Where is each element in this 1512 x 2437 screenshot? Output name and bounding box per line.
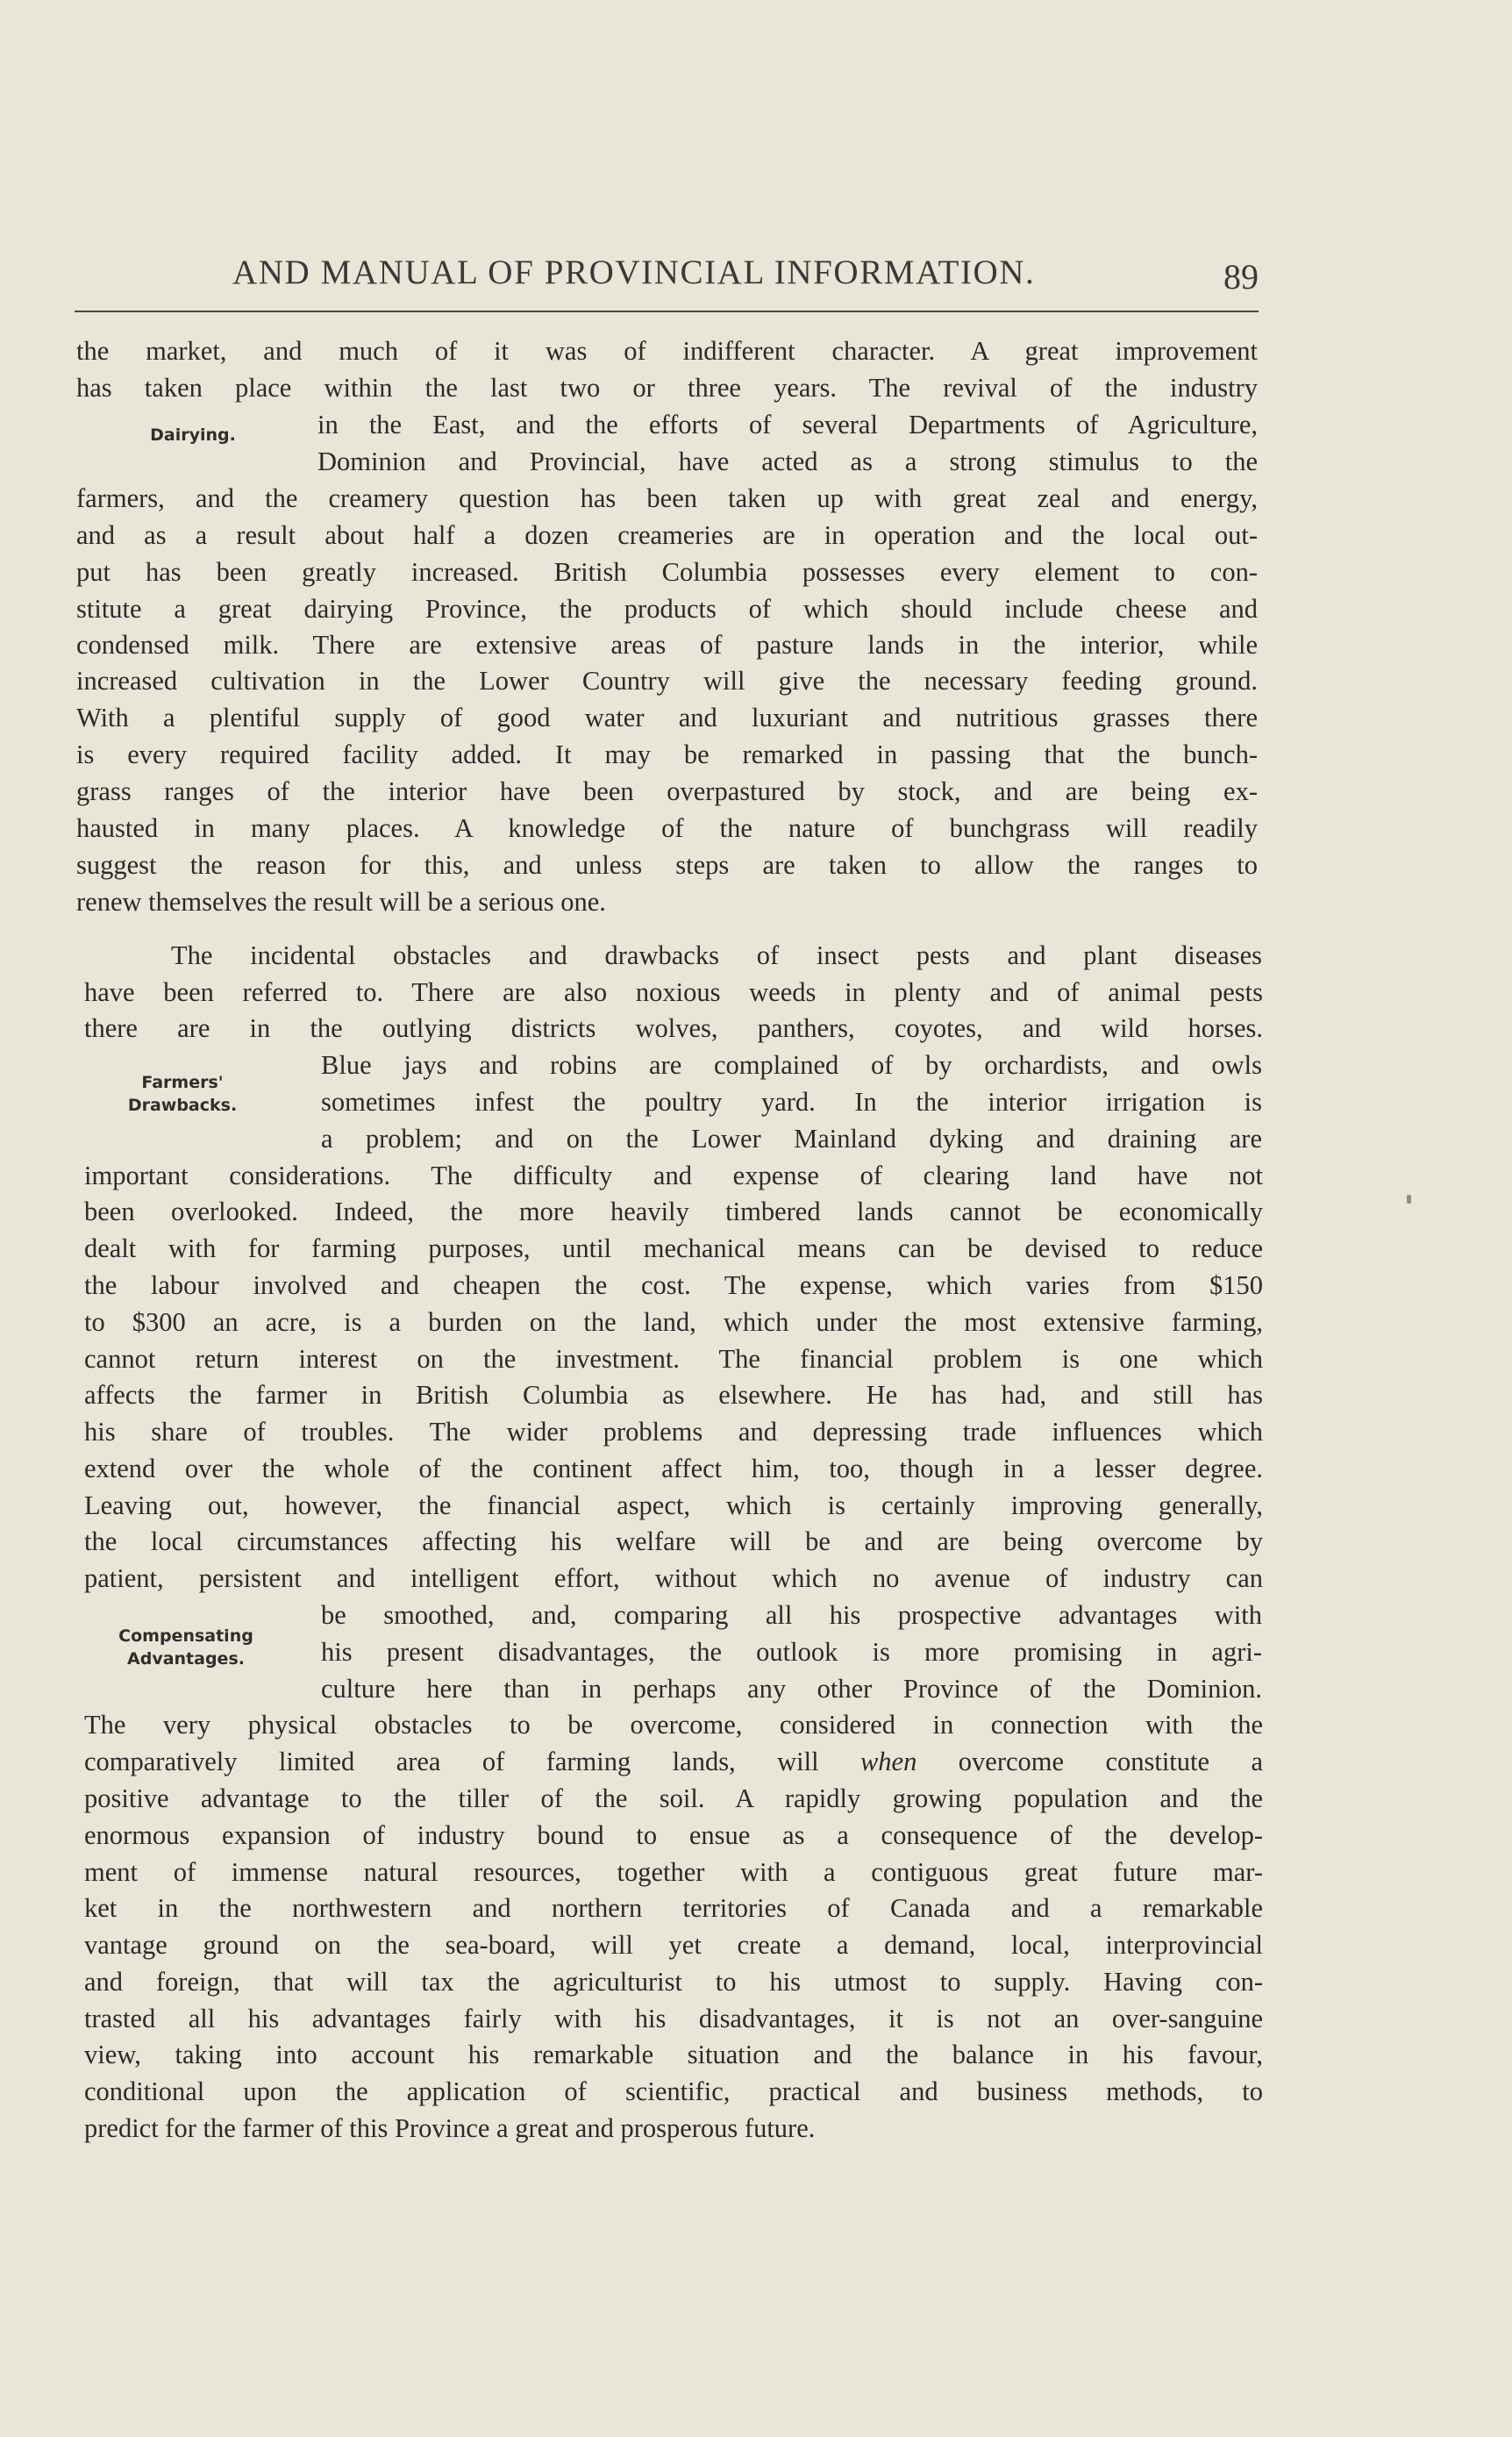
text-line: sometimes infest the poultry yard. In the interior irrigation is — [321, 1087, 1262, 1117]
text-line: and foreign, that will tax the agriculturist to his utmost to supply. Having con- — [84, 1967, 1263, 1997]
sidenote-compensating-advantages — [107, 1625, 265, 1670]
when-before: comparatively limited area of farming lands, will — [84, 1747, 860, 1776]
text-line-when — [84, 1744, 1263, 1779]
text-line: patient, persistent and intelligent effort, without which no avenue of industry can — [84, 1563, 1263, 1593]
text-line: dealt with for farming purposes, until mechanical means can be devised to reduce — [84, 1233, 1263, 1263]
text-line: the local circumstances affecting his welfare will be and are being overcome by — [84, 1526, 1263, 1556]
text-line: suggest the reason for this, and unless steps are taken to allow the ranges to — [76, 850, 1258, 880]
text-line: vantage ground on the sea-board, will yet create a demand, local, interprovincial — [84, 1930, 1263, 1960]
text-line: predict for the farmer of this Province a great and prosperous future. — [84, 2113, 816, 2143]
text-line: extend over the whole of the continent affect him, too, though in a lesser degree. — [84, 1454, 1263, 1483]
text-line: With a plentiful supply of good water and luxuriant and nutritious grasses there — [76, 703, 1258, 733]
text-line: ment of immense natural resources, together with a contiguous great future mar- — [84, 1857, 1263, 1887]
text-line: stitute a great dairying Province, the products of which should include cheese and — [76, 594, 1258, 624]
text-line: have been referred to. There are also noxious weeds in plenty and of animal pests — [84, 977, 1263, 1007]
text-line: and as a result about half a dozen creameries are in operation and the local out- — [76, 520, 1258, 550]
sidenote-compensating-line1: Compensating — [118, 1626, 253, 1646]
text-line: there are in the outlying districts wolves, panthers, coyotes, and wild horses. — [84, 1013, 1263, 1043]
text-line: view, taking into account his remarkable situation and the balance in his favour, — [84, 2040, 1263, 2069]
text-line: is every required facility added. It may be remarked in passing that the bunch- — [76, 740, 1258, 769]
sidenote-farmers-line2: Drawbacks. — [127, 1096, 238, 1115]
text-line: increased cultivation in the Lower Country will give the necessary feeding ground. — [76, 666, 1258, 696]
text-line: affects the farmer in British Columbia as elsewhere. He has had, and still has — [84, 1380, 1263, 1410]
text-line: a problem; and on the Lower Mainland dyking and draining are — [321, 1124, 1262, 1154]
text-line: in the East, and the efforts of several Departments of Agriculture, — [317, 410, 1258, 440]
text-line: conditional upon the application of scientific, practical and business methods, to — [84, 2076, 1263, 2106]
text-line: important considerations. The difficulty and expense of clearing land have not — [84, 1161, 1263, 1190]
text-line: culture here than in perhaps any other Province of the Dominion. — [321, 1674, 1262, 1704]
text-line: Blue jays and robins are complained of by orchardists, and owls — [321, 1050, 1262, 1080]
text-line: positive advantage to the tiller of the soil. A rapidly growing population and the — [84, 1783, 1263, 1813]
text-line: grass ranges of the interior have been overpastured by stock, and are being ex- — [76, 776, 1258, 806]
page-number: 89 — [1223, 257, 1259, 297]
running-header — [75, 247, 1259, 312]
sidenote-farmers-drawbacks — [121, 1071, 244, 1117]
when-after: overcome constitute a — [916, 1747, 1263, 1776]
text-line: The very physical obstacles to be overcome, considered in connection with the — [84, 1710, 1263, 1740]
text-line: cannot return interest on the investment. The financial problem is one which — [84, 1344, 1263, 1374]
running-title: AND MANUAL OF PROVINCIAL INFORMATION. — [232, 254, 1036, 291]
sidenote-compensating-line2: Advantages. — [127, 1649, 245, 1669]
text-line: be smoothed, and, comparing all his prospective advantages with — [321, 1600, 1262, 1630]
text-line: his present disadvantages, the outlook is more promising in agri- — [321, 1637, 1262, 1667]
text-line: Dominion and Provincial, have acted as a strong stimulus to the — [317, 447, 1258, 476]
sidenote-farmers-line1: Farmers' — [141, 1073, 224, 1092]
text-line: Leaving out, however, the financial aspect, which is certainly improving generally, — [84, 1490, 1263, 1520]
text-line: hausted in many places. A knowledge of the nature of bunchgrass will readily — [76, 813, 1258, 843]
text-line: The incidental obstacles and drawbacks of insect pests and plant diseases — [171, 940, 1262, 970]
italic-when: when — [859, 1747, 917, 1776]
text-line: ket in the northwestern and northern territories of Canada and a remarkable — [84, 1893, 1263, 1923]
sidenote-dairying-text: Dairying. — [150, 425, 236, 445]
text-line: has taken place within the last two or three years. The revival of the industry — [76, 373, 1258, 403]
sidenote-dairying — [140, 424, 246, 447]
text-line: enormous expansion of industry bound to ensue as a consequence of the develop- — [84, 1820, 1263, 1850]
text-line: the labour involved and cheapen the cost. The expense, which varies from $150 — [84, 1270, 1263, 1300]
text-line: the market, and much of it was of indifferent character. A great improvement — [76, 336, 1258, 366]
text-line: put has been greatly increased. British Columbia possesses every element to con- — [76, 557, 1258, 587]
text-line: trasted all his advantages fairly with his disadvantages, it is not an over-sanguine — [84, 2004, 1263, 2033]
text-line: to $300 an acre, is a burden on the land, which under the most extensive farming, — [84, 1307, 1263, 1337]
text-line: renew themselves the result will be a serious one. — [76, 887, 606, 917]
paper-speck — [1407, 1195, 1411, 1204]
text-line: been overlooked. Indeed, the more heavily timbered lands cannot be economically — [84, 1197, 1263, 1226]
text-line: condensed milk. There are extensive areas of pasture lands in the interior, while — [76, 630, 1258, 660]
text-line: farmers, and the creamery question has been taken up with great zeal and energy, — [76, 483, 1258, 513]
text-line: his share of troubles. The wider problems and depressing trade influences which — [84, 1417, 1263, 1447]
